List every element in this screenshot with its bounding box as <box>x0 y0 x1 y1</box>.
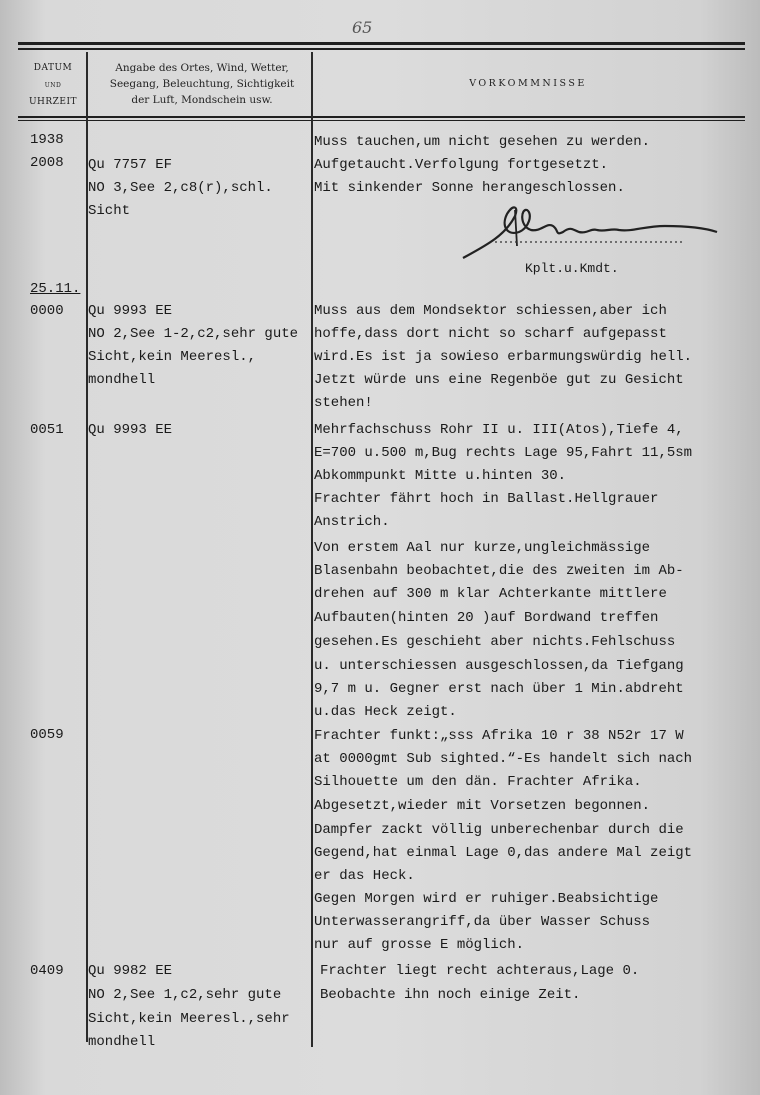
event-line: nur auf grosse E möglich. <box>314 937 525 953</box>
place-line: Sicht,kein Meeresl.,sehr <box>88 1011 290 1027</box>
place-line: mondhell <box>88 1034 156 1050</box>
event-line: Mit sinkender Sonne herangeschlossen. <box>314 180 625 196</box>
time-0409: 0409 <box>30 963 64 979</box>
signature-title: Kplt.u.Kmdt. <box>525 261 619 276</box>
event-line: Jetzt würde uns eine Regenböe gut zu Gesicht <box>314 372 684 388</box>
place-line: NO 2,See 1,c2,sehr gute <box>88 987 282 1003</box>
event-line: hoffe,dass dort nicht so scharf aufgepasst <box>314 326 667 342</box>
event-line: drehen auf 300 m klar Achterkante mittlere <box>314 586 667 602</box>
event-line: E=700 u.500 m,Bug rechts Lage 95,Fahrt 11,5sm <box>314 445 693 461</box>
header-bottom-rule-2 <box>18 120 745 121</box>
event-line: gesehen.Es geschieht aber nichts.Fehlschuss <box>314 634 676 650</box>
event-line: Beobachte ihn noch einige Zeit. <box>320 987 581 1003</box>
place-line: Sicht <box>88 203 131 219</box>
time-0059: 0059 <box>30 727 64 743</box>
event-line: Frachter funkt:„sss Afrika 10 r 38 N52r 17 W <box>314 728 684 744</box>
event-line: Muss aus dem Mondsektor schiessen,aber ich <box>314 303 667 319</box>
header-angabe: Angabe des Ortes, Wind, Wetter, Seegang, Beleuchtung, Sichtigkeit der Luft, Mondschein usw. <box>109 62 295 106</box>
time-2008: 2008 <box>30 155 64 171</box>
event-line: er das Heck. <box>314 868 415 884</box>
date-25-11: 25.11. <box>30 281 81 297</box>
top-rule-1 <box>18 42 745 45</box>
event-line: Abgesetzt,wieder mit Vorsetzen begonnen. <box>314 798 651 814</box>
header-datum: DATUM und UHRZEIT <box>28 63 78 107</box>
event-line: 9,7 m u. Gegner erst nach über 1 Min.abdreht <box>314 681 684 697</box>
time-0000: 0000 <box>30 303 64 319</box>
event-line: Aufgetaucht.Verfolgung fortgesetzt. <box>314 157 609 173</box>
place-line: Sicht,kein Meeresl., <box>88 349 257 365</box>
place-line: NO 3,See 2,c8(r),schl. <box>88 180 273 196</box>
event-line: u.das Heck zeigt. <box>314 704 457 720</box>
event-line: Abkommpunkt Mitte u.hinten 30. <box>314 468 567 484</box>
place-line: Qu 9982 EE <box>88 963 173 979</box>
event-line: Frachter fährt hoch in Ballast.Hellgrauer <box>314 491 659 507</box>
page-number: 65 <box>352 18 373 37</box>
column-divider-2 <box>311 52 313 1047</box>
event-line: Gegend,hat einmal Lage 0,das andere Mal zeigt <box>314 845 693 861</box>
event-line: Dampfer zackt völlig unberechenbar durch die <box>314 822 684 838</box>
event-line: wird.Es ist ja sowieso erbarmungswürdig hell. <box>314 349 693 365</box>
commander-signature <box>455 196 725 266</box>
event-line: u. unterschiessen ausgeschlossen,da Tiefgang <box>314 658 684 674</box>
place-line: Qu 9993 EE <box>88 303 173 319</box>
event-line: Anstrich. <box>314 514 390 530</box>
event-line: Silhouette um den dän. Frachter Afrika. <box>314 774 642 790</box>
event-line: Gegen Morgen wird er ruhiger.Beabsichtige <box>314 891 659 907</box>
place-line: mondhell <box>88 372 156 388</box>
top-rule-2 <box>18 48 745 50</box>
place-line: Qu 7757 EF <box>88 157 173 173</box>
event-line: Unterwasserangriff,da über Wasser Schuss <box>314 914 651 930</box>
time-0051: 0051 <box>30 422 64 438</box>
header-bottom-rule <box>18 116 745 118</box>
event-line: at 0000gmt Sub sighted.“-Es handelt sich nach <box>314 751 693 767</box>
event-line: Aufbauten(hinten 20 )auf Bordwand treffen <box>314 610 659 626</box>
event-line: Mehrfachschuss Rohr II u. III(Atos),Tiefe 4, <box>314 422 684 438</box>
event-line: stehen! <box>314 395 373 411</box>
place-line: NO 2,See 1-2,c2,sehr gute <box>88 326 299 342</box>
event-line: Muss tauchen,um nicht gesehen zu werden. <box>314 134 651 150</box>
header-vorkommnisse: VORKOMMNISSE <box>469 78 587 89</box>
event-line: Blasenbahn beobachtet,die des zweiten im Ab- <box>314 563 684 579</box>
event-line: Von erstem Aal nur kurze,ungleichmässige <box>314 540 651 556</box>
time-1938: 1938 <box>30 132 64 148</box>
place-line: Qu 9993 EE <box>88 422 173 438</box>
event-line: Frachter liegt recht achteraus,Lage 0. <box>320 963 640 979</box>
